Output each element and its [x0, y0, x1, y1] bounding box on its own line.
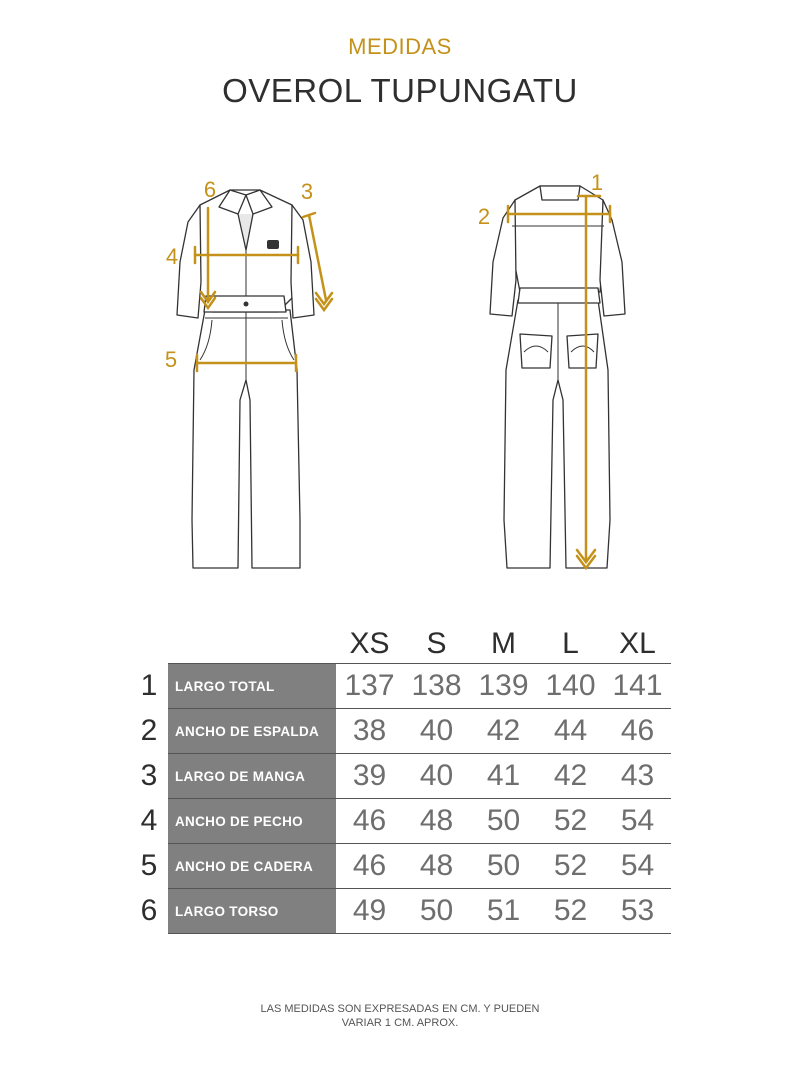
row-value: 52 — [537, 844, 604, 889]
page-subtitle: MEDIDAS — [348, 34, 452, 59]
row-value: 48 — [403, 799, 470, 844]
measure-label-5: 5 — [164, 347, 178, 372]
row-label: LARGO TOTAL — [168, 664, 336, 709]
row-value: 50 — [470, 799, 537, 844]
table-row — [130, 799, 671, 844]
row-value: 38 — [336, 709, 403, 754]
row-value: 46 — [336, 799, 403, 844]
row-value: 140 — [537, 664, 604, 709]
row-value: 52 — [537, 799, 604, 844]
header-spacer — [130, 625, 336, 664]
logo-patch — [267, 240, 279, 249]
row-value: 138 — [403, 664, 470, 709]
row-value: 43 — [604, 754, 671, 799]
row-label: ANCHO DE CADERA — [168, 844, 336, 889]
row-number: 1 — [140, 669, 158, 702]
row-label: LARGO TORSO — [168, 889, 336, 934]
row-value: 139 — [470, 664, 537, 709]
size-header-m: M — [491, 627, 516, 660]
row-value: 42 — [537, 754, 604, 799]
note-line-1: LAS MEDIDAS SON EXPRESADAS EN CM. Y PUEDEN — [260, 1003, 540, 1015]
size-header-xl: XL — [619, 627, 656, 660]
size-chart-table — [130, 625, 671, 934]
row-value: 44 — [537, 709, 604, 754]
table-row — [130, 709, 671, 754]
row-value: 46 — [336, 844, 403, 889]
row-number: 5 — [140, 849, 158, 882]
row-value: 46 — [604, 709, 671, 754]
measure-label-6: 6 — [203, 177, 217, 202]
row-label: LARGO DE MANGA — [168, 754, 336, 799]
table-row — [130, 844, 671, 889]
row-number: 2 — [140, 714, 158, 747]
row-value: 50 — [470, 844, 537, 889]
measure-label-2: 2 — [477, 204, 491, 229]
jumpsuit-front-drawing — [150, 160, 370, 590]
row-value: 137 — [336, 664, 403, 709]
row-value: 50 — [403, 889, 470, 934]
row-value: 141 — [604, 664, 671, 709]
row-number: 3 — [140, 759, 158, 792]
row-value: 40 — [403, 709, 470, 754]
page-title: OVEROL TUPUNGATU — [222, 72, 578, 109]
row-label: ANCHO DE PECHO — [168, 799, 336, 844]
table-row — [130, 754, 671, 799]
size-header-l: L — [562, 627, 579, 660]
row-value: 39 — [336, 754, 403, 799]
row-number: 6 — [140, 894, 158, 927]
row-value: 54 — [604, 844, 671, 889]
row-value: 52 — [537, 889, 604, 934]
measurement-note — [0, 1002, 800, 1030]
measure-label-4: 4 — [165, 244, 179, 269]
row-value: 42 — [470, 709, 537, 754]
table-row — [130, 889, 671, 934]
row-value: 54 — [604, 799, 671, 844]
table-row — [130, 664, 671, 709]
row-value: 49 — [336, 889, 403, 934]
row-value: 40 — [403, 754, 470, 799]
measure-label-3: 3 — [300, 179, 314, 204]
row-value: 48 — [403, 844, 470, 889]
size-header-s: S — [426, 627, 447, 660]
row-value: 51 — [470, 889, 537, 934]
row-value: 53 — [604, 889, 671, 934]
row-number: 4 — [140, 804, 158, 837]
size-header-row — [130, 625, 671, 664]
jumpsuit-back-drawing — [465, 160, 645, 590]
note-line-2: VARIAR 1 CM. APROX. — [341, 1017, 459, 1029]
row-value: 41 — [470, 754, 537, 799]
row-label: ANCHO DE ESPALDA — [168, 709, 336, 754]
size-header-xs: XS — [349, 627, 390, 660]
measure-label-1: 1 — [590, 170, 604, 195]
